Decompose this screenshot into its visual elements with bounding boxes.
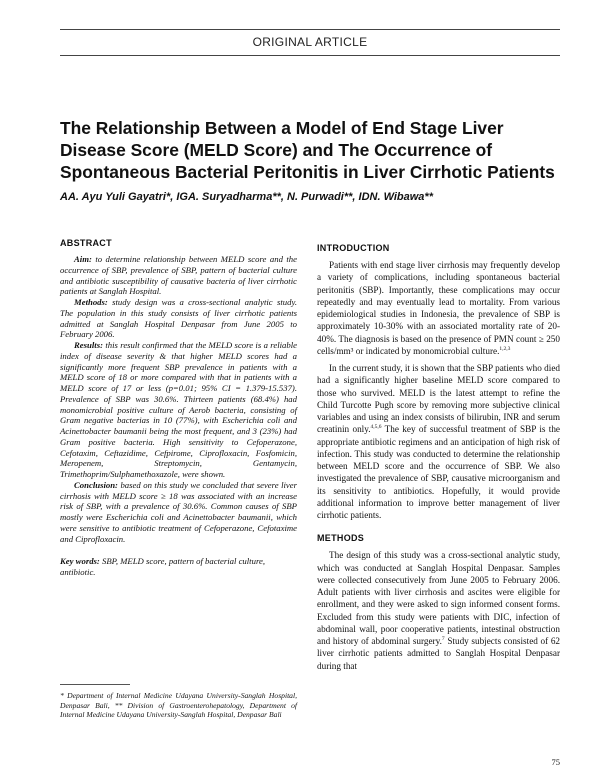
footnote-rule	[60, 684, 130, 685]
intro-p2-reference: 4,5,6	[370, 424, 382, 431]
intro-p2-text: In the current study, it is shown that the SBP patients who died had a significantly higher baseline MELD score compared to those who survived. MELD is the latest attempt to refine the Child Turcotte Pugh score by removing more subjective clinical variables and using an index consists of bilirubin, INR and serum creatinin only.	[317, 363, 560, 435]
abstract-methods	[60, 297, 297, 340]
header-top-rule	[60, 29, 560, 30]
results-text: this result confirmed that the MELD score is a reliable index of disease severity & that higher MELD scores had a significantly more frequent SBP prevalence in patients with a MELD score of 18 or more compared with that in patients with a MELD score of 17 or less (p=0.01; 95% CI = 1.379-15.537). Prevalence of SBP was 30.6%. Thirteen patients (68.4%) had monomicrobial positive culture of Aerob bacteria, consisting of Gram negative bacterias in 10 (77%), with Escherichia coli and Acinettobacter baumanii being the most frequent, and 3 (23%) had Gram positive bacteria. High sensitivity to Cefoperazone, Cefotaxim, Ceftazidime, Cefpirome, Ciprofloxacin, Fosfomicin, Meropenem, Streptomycin, Gentamycin, Trimethoprim/Sulphamethoxazole, were shown.	[60, 340, 297, 479]
author-list: AA. Ayu Yuli Gayatri*, IGA. Suryadharma**, N. Purwadi**, IDN. Wibawa**	[60, 191, 433, 203]
abstract-conclusion	[60, 480, 297, 545]
aim-label: Aim:	[74, 254, 92, 264]
introduction-paragraph-1	[317, 259, 560, 357]
abstract-results	[60, 340, 297, 480]
abstract-keywords	[60, 556, 297, 578]
page-number: 75	[551, 757, 560, 767]
intro-p2-continuation: The key of successful treatment of SBP is the appropriate antibiotic regimens and an anticipation of high risk of infection. This study was conducted to determine the relationship between MELD score and the occurrence of SBP. We also investigated the prevalence of SBP, causative microorganism and its sensitivity to antibiotics. Hopefully, it would provide additional information to improve better management of liver cirrhotic patients.	[317, 424, 561, 520]
section-header: ORIGINAL ARTICLE	[252, 35, 368, 49]
intro-p1-reference: 1,2,3	[499, 345, 511, 352]
intro-p1-text: Patients with end stage liver cirrhosis may frequently develop a variety of complications, including spontaneous bacterial peritonitis (SBP). Importantly, these complications may occur repeatedly and may eventually lead to mortality. From various epidemiological studies in Indonesia, the prevalence of SBP is approximately 10-30% with an associated mortality rate of 20-40%. The diagnosis is based on the presence of PMN count ≥ 250 cells/mm³ or indicated by monomicrobial culture.	[317, 260, 560, 356]
abstract-heading: ABSTRACT	[60, 238, 112, 248]
affiliation-footnote: * Department of Internal Medicine Udayana University-Sanglah Hospital, Denpasar Bali, ** Division of Gastroenterohepatology, Department of Internal Medicine Udayana University-Sanglah Hospital, Denpasar Bali	[60, 691, 297, 720]
conclusion-text: based on this study we concluded that severe liver cirrhosis with MELD score ≥ 18 was associated with an increase risk of SBP, with a prevalence of 30.6%. Common causes of SBP mostly were Escherichia coli and Acinettobacter baumanii, which were sensitive to antibiotic treatment of Cefoperazone, Cefotaxime and Ciprofloxacin.	[60, 479, 297, 544]
article-title: The Relationship Between a Model of End Stage Liver Disease Score (MELD Score) and The Occurrence of Spontaneous Bacterial Peritonitis in Liver Cirrhotic Patients	[60, 118, 555, 182]
introduction-paragraph-2	[317, 362, 560, 521]
abstract-aim	[60, 254, 297, 297]
methods-p1-reference: 7	[441, 635, 445, 642]
methods-paragraph-1	[317, 549, 560, 672]
keywords-text: SBP, MELD score, pattern of bacterial culture, antibiotic.	[60, 556, 266, 577]
introduction-heading: INTRODUCTION	[317, 243, 390, 253]
keywords-label: Key words:	[60, 556, 100, 567]
conclusion-label: Conclusion:	[74, 479, 118, 490]
methods-heading: METHODS	[317, 533, 365, 544]
methods-label: Methods:	[74, 297, 108, 307]
header-bottom-rule	[60, 55, 560, 56]
methods-p1-continuation: Study subjects consisted of 62 liver cirrhotic patients admitted to Sanglah Hospital Denpasar during that	[317, 636, 561, 671]
methods-text: study design was a cross-sectional analytic study. The population in this study consists of liver cirrhotic patients admitted at Sanglah Hospital Denpasar from June 2005 to February 2006.	[60, 297, 297, 340]
results-label: Results:	[74, 340, 103, 350]
abstract-column	[60, 238, 297, 578]
body-column	[317, 243, 560, 672]
methods-p1-text: The design of this study was a cross-sectional analytic study, which was conducted at Sanglah Hospital Denpasar. Samples were collected consecutively from June 2005 to February 2006. Adult patients with liver cirrhosis and ascites were eligible for enrollment, and they were asked to sign informed consent forms. Excluded from this study were patients with DIC, infection of abdominal wall, poor cooperative patients, intestinal obstruction and history of abdominal surgery.	[317, 550, 560, 646]
aim-text: to determine relationship between MELD score and the occurrence of SBP, prevalence of SBP, pattern of bacterial culture and antibiotic susceptibility of causative bacteria of liver cirrhotic patients at Sanglah Hospital.	[60, 254, 297, 297]
